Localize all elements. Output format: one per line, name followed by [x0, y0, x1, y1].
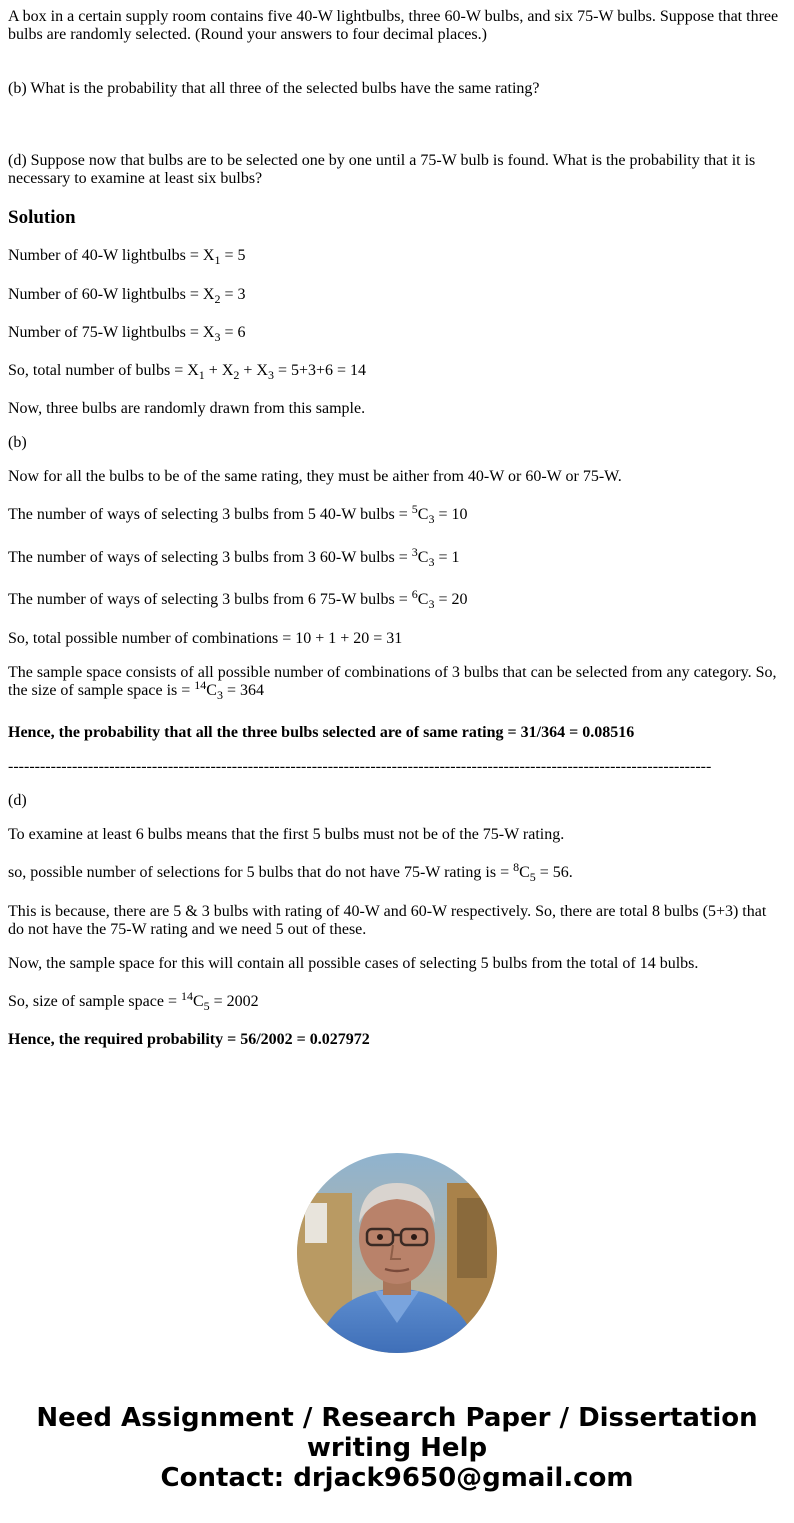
question-part-d: (d) Suppose now that bulbs are to be selected one by one until a 75-W bulb is found. What is the probability that it is necessary to examine at least six bulbs?	[8, 152, 756, 187]
same-rating-text: Now for all the bulbs to be of the same rating, they must be aither from 40-W or 60-W or 75-W.	[8, 468, 622, 485]
examine-text: To examine at least 6 bulbs means that the first 5 bulbs must not be of the 75-W rating.	[8, 826, 565, 843]
author-photo-illustration	[297, 1153, 497, 1353]
sample-space-b: The sample space consists of all possible number of combinations of 3 bulbs that can be selected from any category. So, the size of sample space is = $^{14}C_3 = 364$	[8, 664, 777, 702]
banner-line-2: writing Help	[306, 1433, 488, 1463]
solution-heading: Solution	[8, 207, 76, 228]
answer-d: Hence, the required probability = 56/2002 = 0.027972	[8, 1031, 370, 1048]
count-40w: Number of 40-W lightbulbs = $X_1 = 5$	[8, 247, 246, 267]
because-text: This is because, there are 5 & 3 bulbs with rating of 40-W and 60-W respectively. So, there are total 8 bulbs (5+3) that do not have the 75-W rating and we need 5 out of these.	[8, 903, 767, 938]
answer-b: Hence, the probability that all the three bulbs selected are of same rating = 31/364 = 0.08516	[8, 724, 635, 741]
ways-60w: The number of ways of selecting 3 bulbs from 3 60-W bulbs = $^3C_3 = 1$	[8, 545, 460, 569]
question-intro: A box in a certain supply room contains five 40-W lightbulbs, three 60-W bulbs, and six 75-W bulbs. Suppose that three bulbs are randomly selected. (Round your answers to four decimal places.)	[8, 8, 779, 43]
part-b-label: (b)	[8, 434, 27, 451]
banner-contact: Contact: drjack9650@gmail.com	[160, 1463, 634, 1493]
part-d-label: (d)	[8, 792, 27, 809]
promo-banner	[0, 1403, 794, 1493]
banner-line-1: Need Assignment / Research Paper / Dissertation	[36, 1403, 758, 1433]
count-60w: Number of 60-W lightbulbs = $X_2 = 3$	[8, 286, 246, 306]
sample-size-d: So, size of sample space = $^{14}C_5 = 2002$	[8, 989, 259, 1013]
count-75w: Number of 75-W lightbulbs = $X_3 = 6$	[8, 324, 246, 344]
divider-line: ------------------------------------------------------------------------------------------------------------------------------------	[8, 758, 712, 775]
sample-space-d-text: Now, the sample space for this will contain all possible cases of selecting 5 bulbs from the total of 14 bulbs.	[8, 955, 699, 972]
selections-d: so, possible number of selections for 5 bulbs that do not have 75-W rating is = $^8C_5 = 56$.	[8, 860, 573, 884]
author-photo	[297, 1153, 497, 1353]
total-bulbs: So, total number of bulbs = $X_1 + X_2 + X_3 = 5+3+6 = 14$	[8, 362, 367, 382]
drawn-text: Now, three bulbs are randomly drawn from this sample.	[8, 400, 366, 417]
ways-40w: The number of ways of selecting 3 bulbs from 5 40-W bulbs = $^5C_3 = 10$	[8, 502, 468, 526]
total-combinations: So, total possible number of combinations = 10 + 1 + 20 = 31	[8, 630, 403, 647]
ways-75w: The number of ways of selecting 3 bulbs from 6 75-W bulbs = $^6C_3 = 20$	[8, 587, 468, 611]
question-part-b: (b) What is the probability that all three of the selected bulbs have the same rating?	[8, 80, 540, 97]
